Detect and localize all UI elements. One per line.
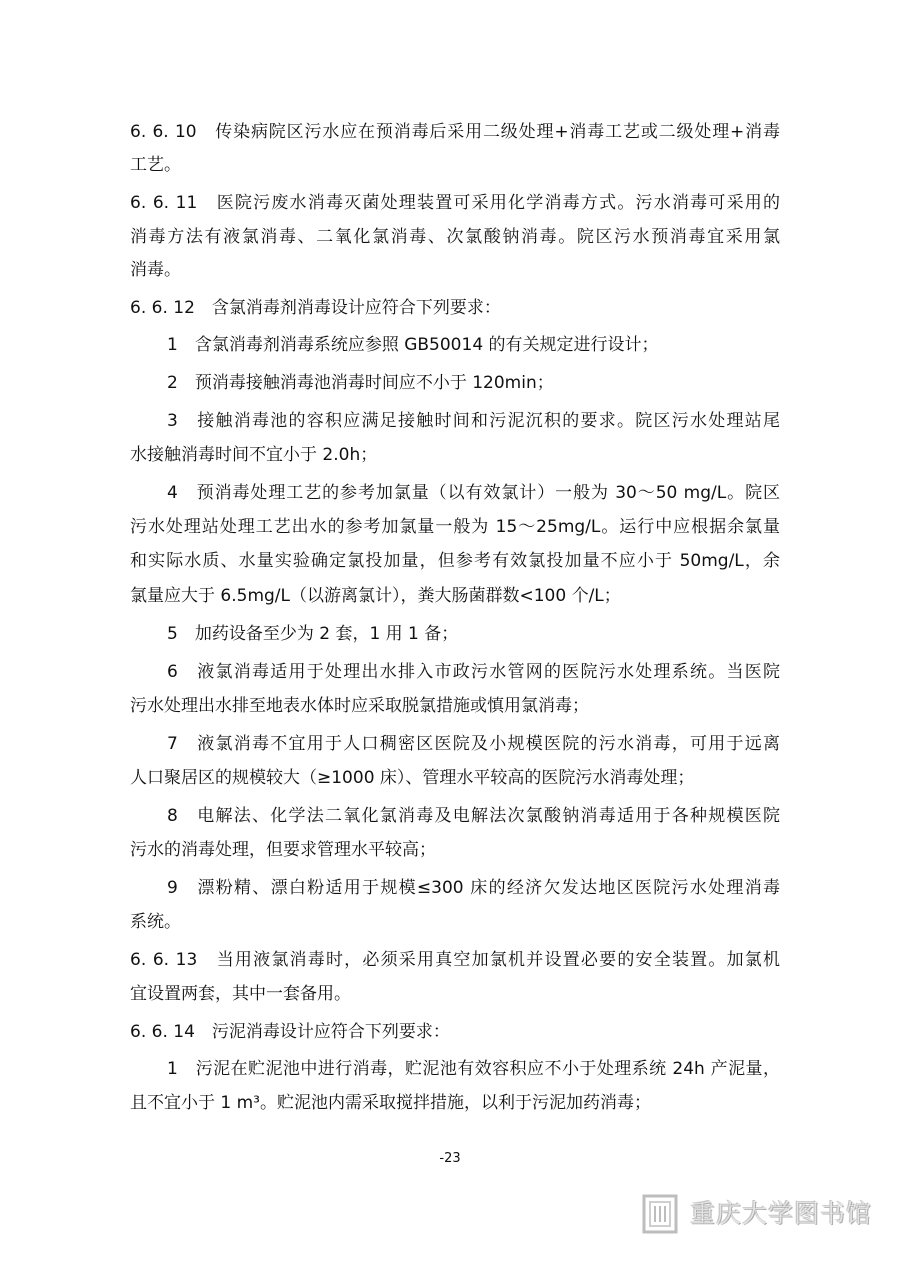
clause-6-6-11-cont-2: 消毒。 [130,260,181,280]
item-4-cont-2: 和实际水质、水量实验确定氯投加量，但参考有效氯投加量不应小于 50mg/L，余 [130,551,780,571]
item-3-cont: 水接触消毒时间不宜小于 2.0h； [130,445,378,465]
clause-6-6-10: 6. 6. 10 传染病院区污水应在预消毒后采用二级处理+消毒工艺或二级处理+消毒 [130,122,780,142]
item-7: 7 液氯消毒不宜用于人口稠密区医院及小规模医院的污水消毒，可用于远离 [167,734,780,754]
watermark [640,1192,873,1236]
clause-6-6-13-cont: 宜设置两套，其中一套备用。 [130,984,351,1004]
library-seal-icon [640,1192,680,1236]
clause-6-6-11-cont-1: 消毒方法有液氯消毒、二氧化氯消毒、次氯酸钠消毒。院区污水预消毒宜采用氯 [130,227,780,247]
item-6: 6 液氯消毒适用于处理出水排入市政污水管网的医院污水处理系统。当医院 [167,662,780,682]
item-4: 4 预消毒处理工艺的参考加氯量（以有效氯计）一般为 30～50 mg/L。院区 [167,483,780,503]
clause-6-6-12: 6. 6. 12 含氯消毒剂消毒设计应符合下列要求： [130,298,501,318]
clause-6-6-14: 6. 6. 14 污泥消毒设计应符合下列要求： [130,1022,450,1042]
sludge-item-1: 1 污泥在贮泥池中进行消毒，贮泥池有效容积应不小于处理系统 24h 产泥量， [167,1059,780,1079]
item-9: 9 漂粉精、漂白粉适用于规模≤300 床的经济欠发达地区医院污水处理消毒 [167,878,780,898]
item-2: 2 预消毒接触消毒池消毒时间应不小于 120min； [167,373,554,393]
clause-6-6-10-cont: 工艺。 [130,155,181,175]
clause-6-6-11: 6. 6. 11 医院污废水消毒灭菌处理装置可采用化学消毒方式。污水消毒可采用的 [130,193,780,213]
item-6-cont: 污水处理出水排至地表水体时应采取脱氯措施或慎用氯消毒； [130,696,589,716]
item-4-cont-1: 污水处理站处理工艺出水的参考加氯量一般为 15～25mg/L。运行中应根据余氯量 [130,517,780,537]
item-7-cont: 人口聚居区的规模较大（≥1000 床）、管理水平较高的医院污水消毒处理； [130,768,695,788]
item-4-cont-3: 氯量应大于 6.5mg/L（以游离氯计），粪大肠菌群数<100 个/L； [130,586,621,606]
item-5: 5 加药设备至少为 2 套，1 用 1 备； [167,624,459,644]
item-3: 3 接触消毒池的容积应满足接触时间和污泥沉积的要求。院区污水处理站尾 [167,411,780,431]
clause-6-6-13: 6. 6. 13 当用液氯消毒时，必须采用真空加氯机并设置必要的安全装置。加氯机 [130,950,780,970]
sludge-item-1-cont: 且不宜小于 1 m³。贮泥池内需采取搅拌措施，以利于污泥加药消毒； [130,1093,651,1113]
item-8-cont: 污水的消毒处理，但要求管理水平较高； [130,840,436,860]
item-9-cont: 系统。 [130,912,181,932]
item-8: 8 电解法、化学法二氧化氯消毒及电解法次氯酸钠消毒适用于各种规模医院 [167,806,780,826]
item-1: 1 含氯消毒剂消毒系统应参照 GB50014 的有关规定进行设计； [167,335,659,355]
watermark-text: 重庆大学图书馆 [690,1199,873,1228]
page-number: -23 [439,1151,461,1166]
